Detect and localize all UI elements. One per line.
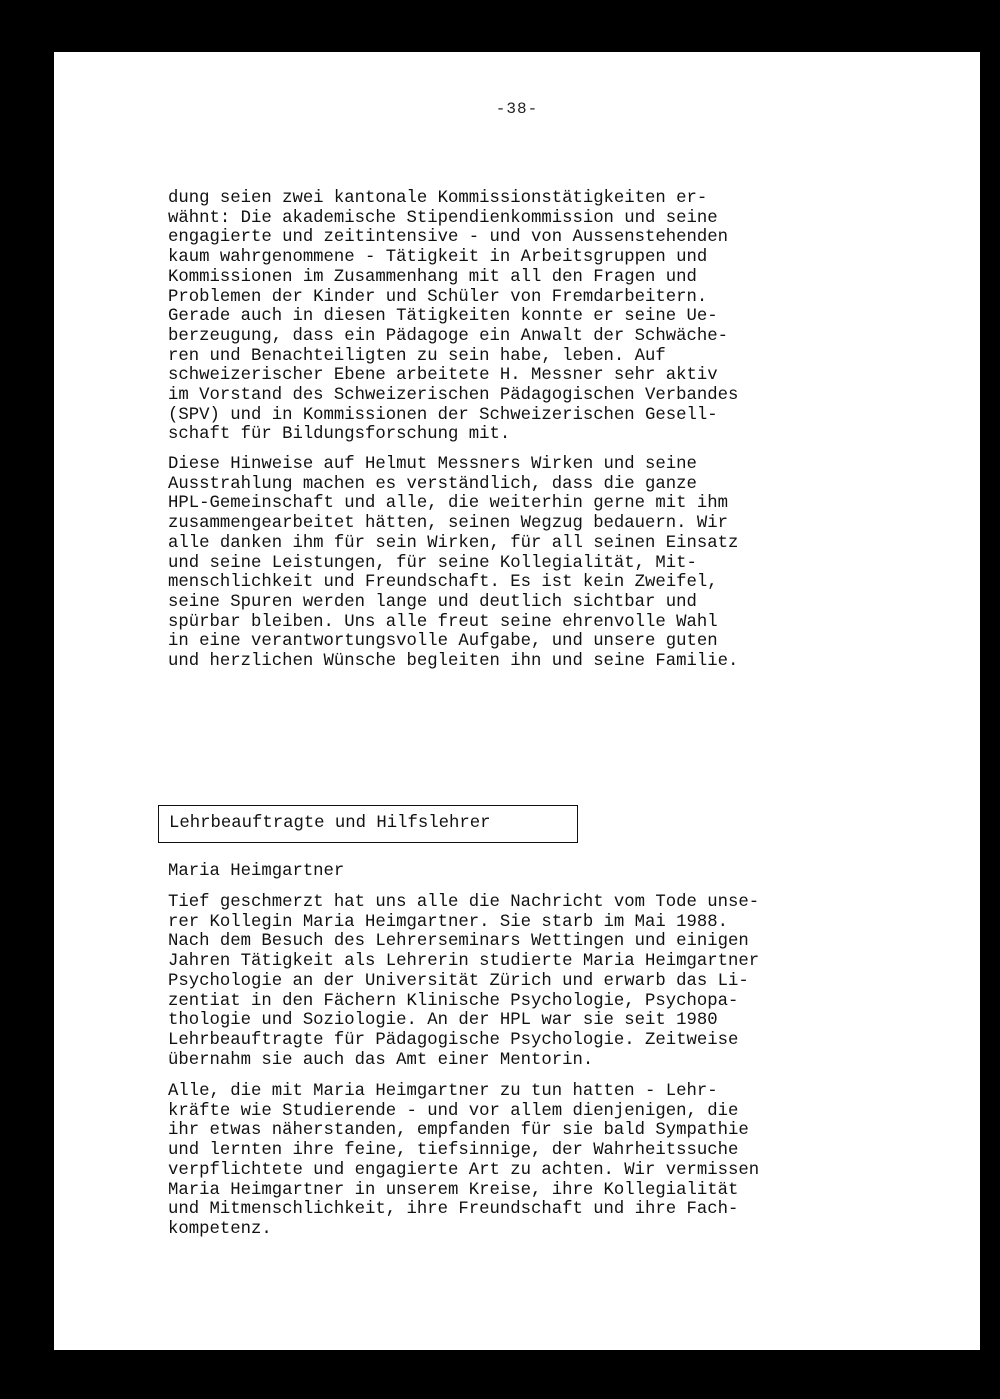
paragraph-erinnerung: Alle, die mit Maria Heimgartner zu tun hatten - Lehr- kräfte wie Studierende - und vor allem dienjenigen, die ihr etwas näherstanden, empfanden für sie bald Sympathie und lernten ihre feine, tiefsinnige, der Wahrheitssuche verpflichtete und engagierte Art zu achten. Wir vermissen Maria Heimgartner in unserem Kreise, ihre Kollegialität und Mitmenschlichkeit, ihre Freundschaft und ihre Fach- kompetenz. [168, 1082, 760, 1239]
document-page [54, 52, 980, 1350]
paragraph-hinweise: Diese Hinweise auf Helmut Messners Wirken und seine Ausstrahlung machen es verständlich, dass die ganze HPL-Gemeinschaft und alle, die weiterhin gerne mit ihm zusammengearbeitet hätten, seinen Wegzug bedauern. Wir alle danken ihm für sein Wirken, für all seinen Einsatz und seine Leistungen, für seine Kollegialität, Mit- menschlichkeit und Freundschaft. Es ist kein Zweifel, seine Spuren werden lange und deutlich sichtbar und spürbar bleiben. Uns alle freut seine ehrenvolle Wahl in eine verantwortungsvolle Aufgabe, und unsere guten und herzlichen Wünsche begleiten ihn und seine Familie. [168, 455, 739, 672]
section-heading: Lehrbeauftragte und Hilfslehrer [169, 814, 491, 833]
page-number: -38- [495, 100, 539, 118]
person-heading: Maria Heimgartner [168, 862, 345, 881]
paragraph-nachruf: Tief geschmerzt hat uns alle die Nachricht vom Tode unse- rer Kollegin Maria Heimgartner. Sie starb im Mai 1988. Nach dem Besuch des Lehrerseminars Wettingen und einigen Jahren Tätigkeit als Lehrerin studierte Maria Heimgartner Psychologie an der Universität Zürich und erwarb das Li- zentiat in den Fächern Klinische Psychologie, Psychopa- thologie und Soziologie. An der HPL war sie seit 1980 Lehrbeauftragte für Pädagogische Psychologie. Zeitweise übernahm sie auch das Amt einer Mentorin. [168, 893, 760, 1070]
paragraph-kommissionen: dung seien zwei kantonale Kommissionstätigkeiten er- wähnt: Die akademische Stipendienkommission und seine engagierte und zeitintensive - und von Aussenstehenden kaum wahrgenommene - Tätigkeit in Arbeitsgruppen und Kommissionen im Zusammenhang mit all den Fragen und Problemen der Kinder und Schüler von Fremdarbeitern. Gerade auch in diesen Tätigkeiten konnte er seine Ue- berzeugung, dass ein Pädagoge ein Anwalt der Schwäche- ren und Benachteiligten zu sein habe, leben. Auf schweizerischer Ebene arbeitete H. Messner sehr aktiv im Vorstand des Schweizerischen Pädagogischen Verbandes (SPV) und in Kommissionen der Schweizerischen Gesell- schaft für Bildungsforschung mit. [168, 189, 739, 445]
section-heading-box [158, 805, 578, 843]
